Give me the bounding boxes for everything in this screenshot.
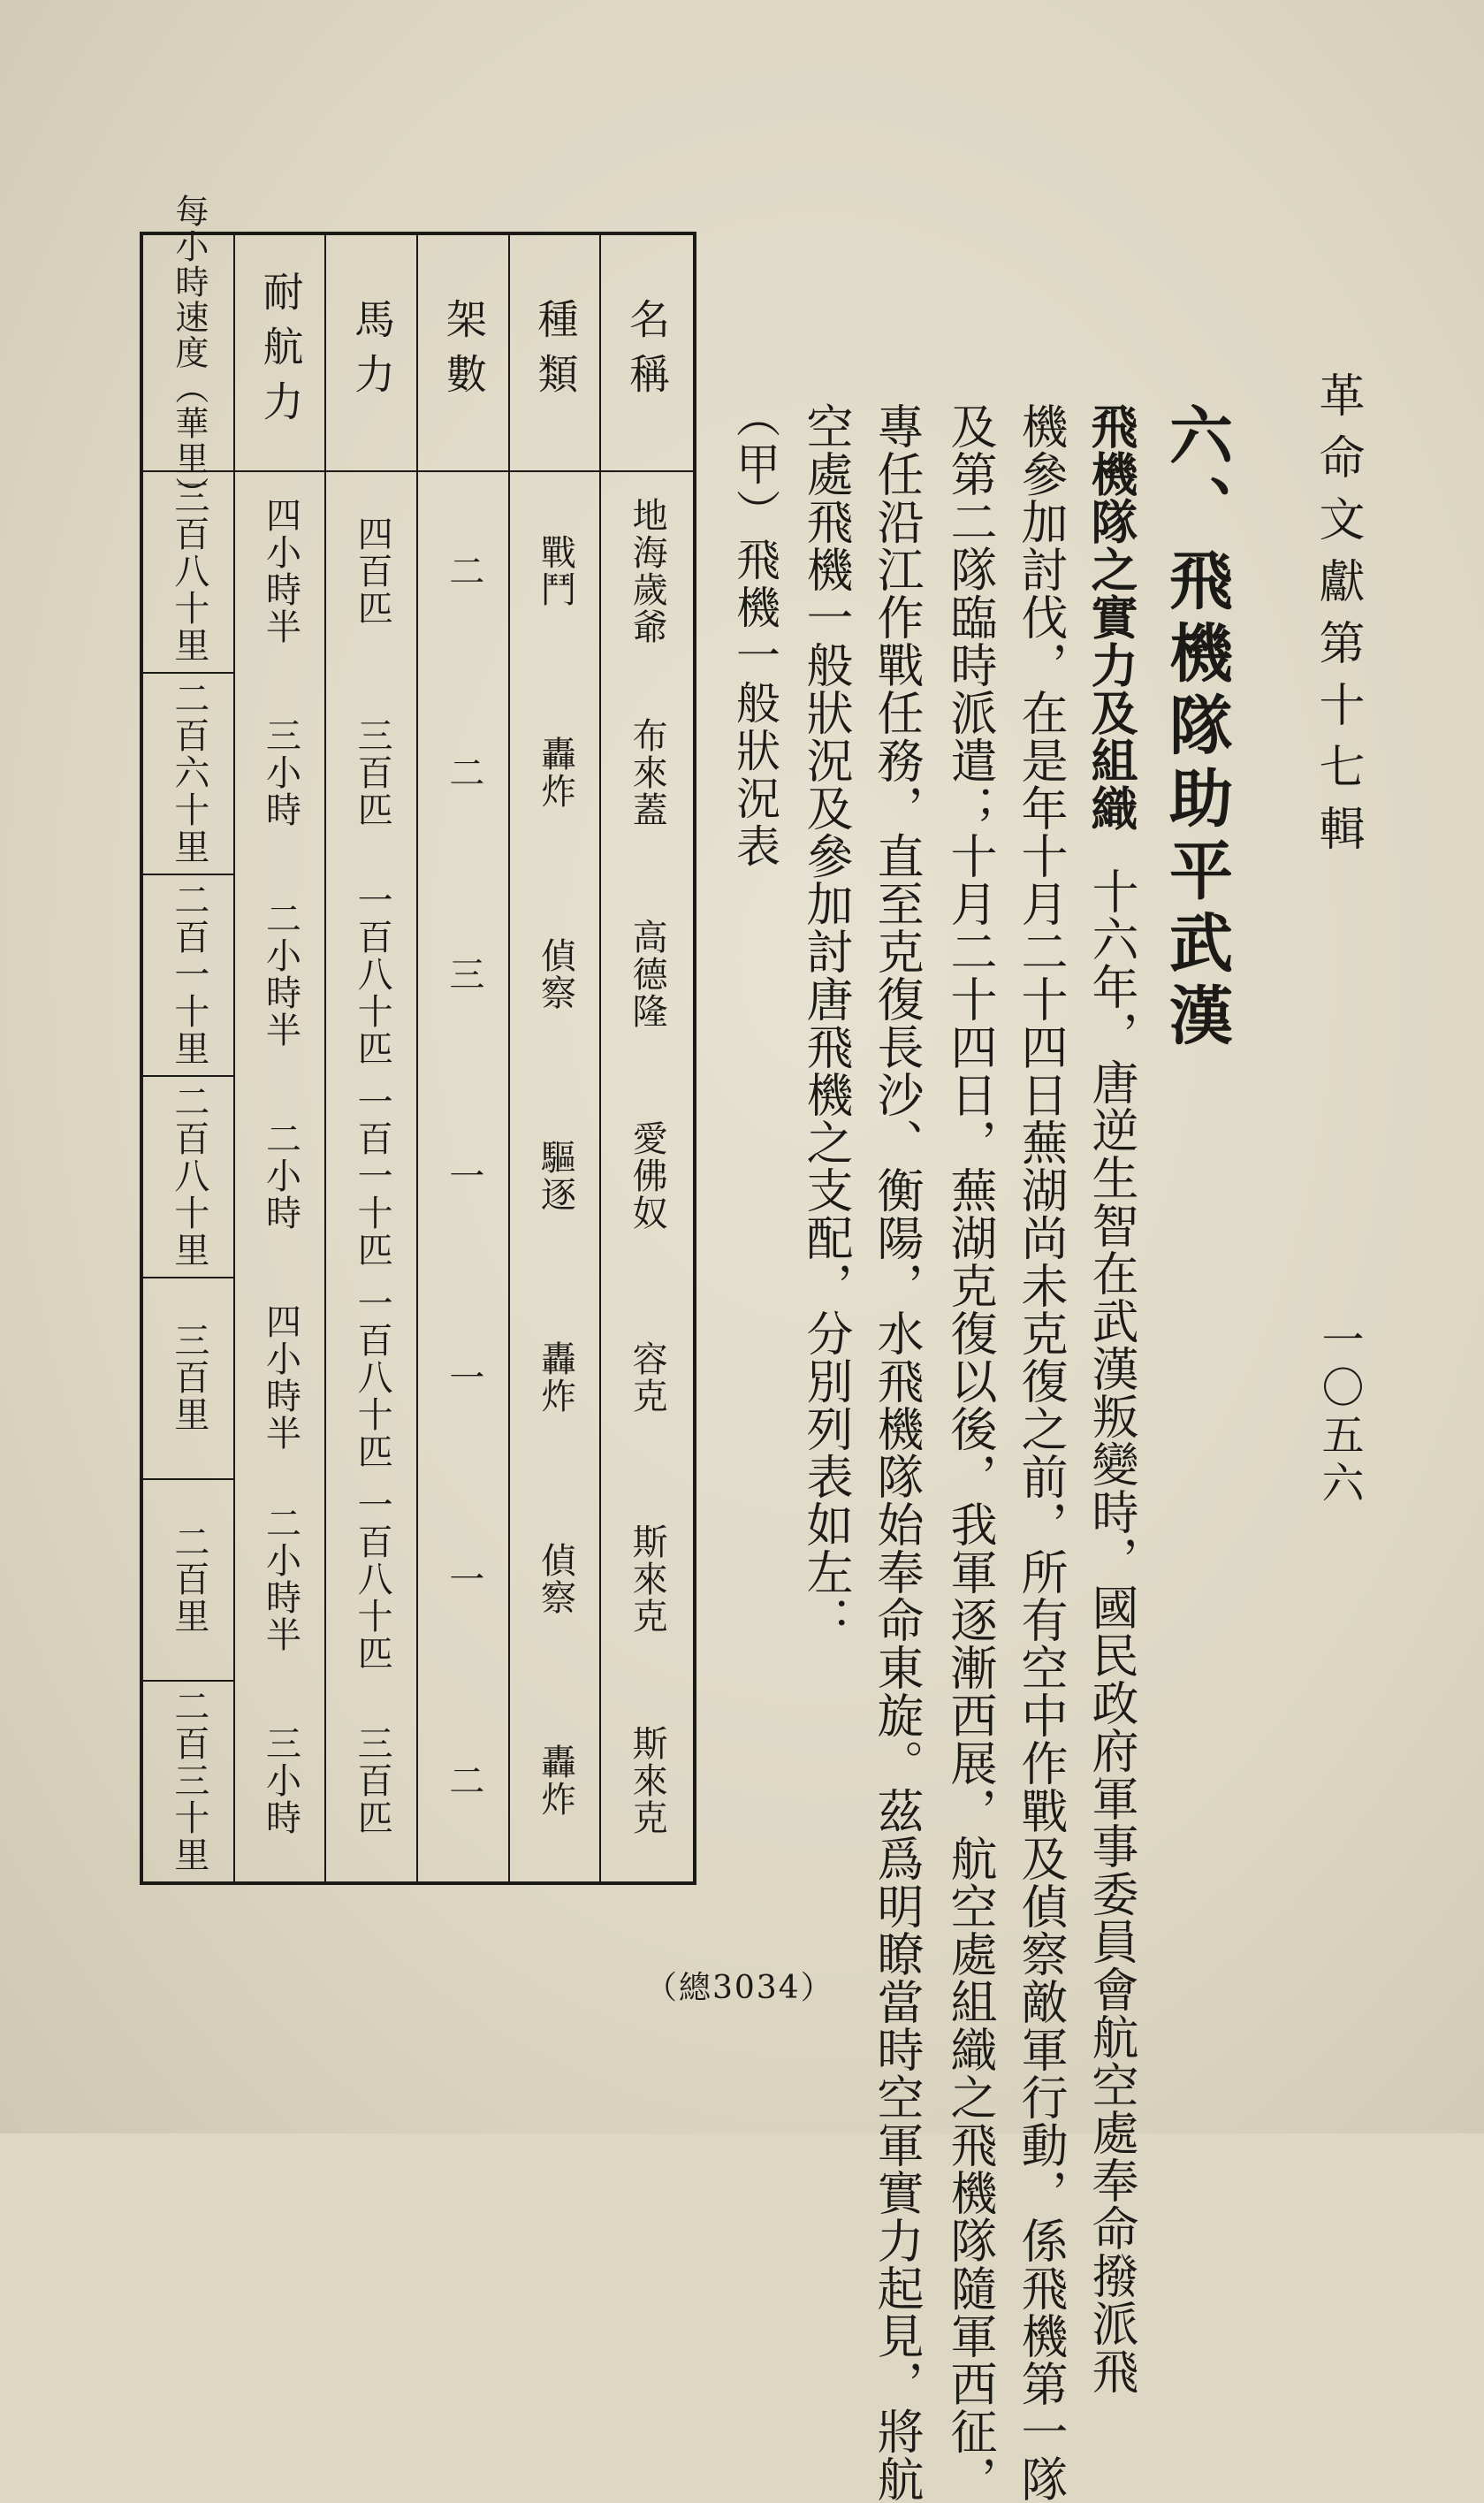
table-cell: 三百八十里 xyxy=(168,478,209,664)
table-cell: 一 xyxy=(443,1359,484,1396)
table-row xyxy=(235,235,327,1889)
table-cell: 驅逐 xyxy=(535,1139,576,1213)
subsection-lead: 飛機隊之實力及組織 xyxy=(1084,402,1138,832)
table-cell-separator xyxy=(143,1478,235,1480)
body-line-1 xyxy=(1084,402,1138,2395)
table-cell: 三百里 xyxy=(168,1322,209,1433)
table-cell: 二小時 xyxy=(260,1120,301,1232)
table-cell: 三小時 xyxy=(260,717,301,828)
table-row xyxy=(510,235,602,1889)
running-header-title: 革命文獻第十七輯 xyxy=(1311,371,1364,866)
table-cell: 轟炸 xyxy=(535,1744,576,1818)
table-cell: 布來蓋 xyxy=(627,717,668,828)
table-cell: 二 xyxy=(443,553,484,590)
table-cell: 愛佛奴 xyxy=(627,1120,668,1232)
body-line-5: 空處飛機一般狀況及參加討唐飛機之支配，分別列表如左： xyxy=(799,402,853,1644)
table-cell: 一百八十匹 xyxy=(352,1285,393,1470)
table-cell: 三 xyxy=(443,956,484,993)
aircraft-status-table xyxy=(140,194,696,1885)
table-cell: 一百八十匹 xyxy=(352,1486,393,1672)
table-cell: 四小時半 xyxy=(260,1303,301,1452)
total-page-number: （總3034） xyxy=(645,1970,834,2006)
table-cell: 二小時半 xyxy=(260,900,301,1049)
table-cell: 四百匹 xyxy=(352,515,393,627)
table-cell: 斯來克 xyxy=(627,1725,668,1836)
table-cell: 轟炸 xyxy=(535,1340,576,1415)
table-row-header: 馬力 xyxy=(348,298,397,408)
table-row xyxy=(143,194,235,1889)
table-cell: 三百匹 xyxy=(352,1725,393,1836)
table-cell-separator xyxy=(143,1680,235,1682)
table-cell: 二百里 xyxy=(168,1523,209,1635)
table-cell: 二百六十里 xyxy=(168,680,209,866)
table-cell-separator xyxy=(143,874,235,875)
table-cell: 斯來克 xyxy=(627,1523,668,1635)
body-line-3: 及第二隊臨時派遣；十月二十四日，蕪湖克復以後，我軍逐漸西展，航空處組織之飛機隊隨軍西征， xyxy=(943,402,997,2503)
section-heading: 六、飛機隊助平武漢 xyxy=(1159,402,1234,1055)
body-line-text: 十六年，唐逆生智在武漢叛變時，國民政府軍事委員會航空處奉命撥派飛 xyxy=(1084,867,1138,2395)
table-cell: 二百三十里 xyxy=(168,1688,209,1873)
table-cell: 高德隆 xyxy=(627,919,668,1030)
table-cell-separator xyxy=(143,1277,235,1278)
table-cell-separator xyxy=(143,672,235,674)
table-cell: 二 xyxy=(443,1762,484,1799)
table-cell: 偵察 xyxy=(535,937,576,1011)
table-row-header: 耐航力 xyxy=(256,271,305,435)
table-cell: 戰鬥 xyxy=(535,534,576,608)
table-cell: 轟炸 xyxy=(535,736,576,810)
table-cell: 地海歲爺 xyxy=(627,497,668,645)
table-cell: 一百八十匹 xyxy=(352,881,393,1067)
body-line-2: 機參加討伐，在是年十月二十四日蕪湖尚未克復之前，所有空中作戰及偵察敵軍行動，係飛機第一隊 xyxy=(1014,402,1068,2503)
table-cell: 四小時半 xyxy=(260,497,301,645)
table-row xyxy=(418,235,510,1889)
table-row xyxy=(326,235,418,1889)
table-cell-separator xyxy=(143,1075,235,1077)
table-row-header: 名稱 xyxy=(623,298,672,408)
table-cell: 三百匹 xyxy=(352,717,393,828)
table-cell: 二百八十里 xyxy=(168,1083,209,1269)
table-row-header: 每小時速度（華里） xyxy=(169,194,209,512)
table-caption: （甲）飛機一般狀況表 xyxy=(729,393,780,871)
table-cell: 二小時半 xyxy=(260,1505,301,1653)
table-cell: 三小時 xyxy=(260,1725,301,1836)
table-cell: 一 xyxy=(443,1561,484,1598)
table-row xyxy=(601,235,693,1889)
table-row-header: 架數 xyxy=(439,298,488,408)
table-cell: 一百一十匹 xyxy=(352,1083,393,1269)
page-number: 一〇五六 xyxy=(1314,1317,1364,1508)
table-row-header: 種類 xyxy=(531,298,580,408)
table-cell: 容克 xyxy=(627,1340,668,1415)
table-cell: 二百一十里 xyxy=(168,881,209,1067)
body-line-4: 專任沿江作戰任務，直至克復長沙、衡陽，水飛機隊始奉命東旋。茲爲明瞭當時空軍實力起見，將航 xyxy=(870,402,924,2503)
table-cell: 一 xyxy=(443,1157,484,1194)
table-cell: 二 xyxy=(443,754,484,791)
table-cell: 偵察 xyxy=(535,1542,576,1616)
